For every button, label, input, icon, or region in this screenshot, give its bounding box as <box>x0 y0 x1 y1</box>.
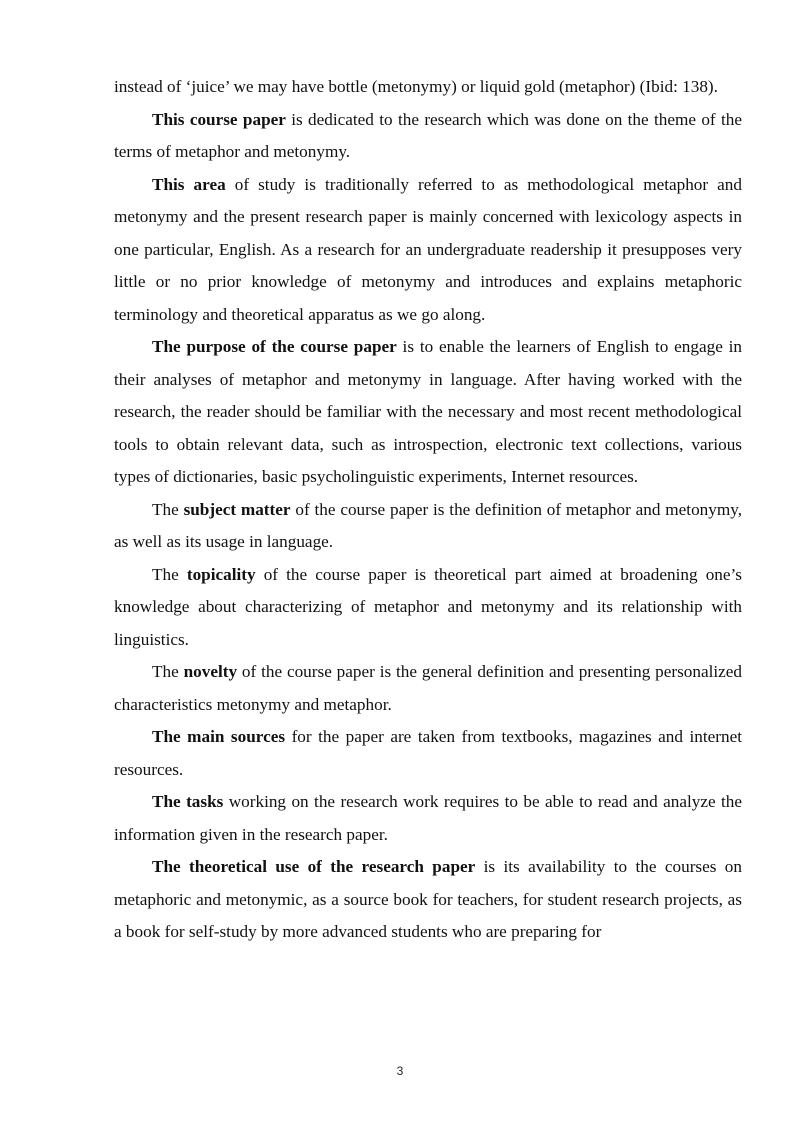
bold-lead: subject matter <box>183 499 291 519</box>
bold-lead: This course paper <box>152 109 286 129</box>
bold-lead: The purpose of the course paper <box>152 337 397 356</box>
paragraph-novelty: The novelty of the course paper is the general definition and presenting personalized characteristics metonymy and metaphor. <box>114 662 742 714</box>
paragraph-purpose: The purpose of the course paper is to enable the learners of English to engage in their analyses of metaphor and metonymy in language. After having worked with the research, the reader should be familiar with the necessary and most recent methodological tools to obtain relevant data, such as introspection, electronic text collections, various types of dictionaries, basic psycholinguistic experiments, Internet resources. <box>114 337 743 486</box>
bold-lead: This area <box>152 174 226 194</box>
bold-lead: topicality <box>186 564 256 584</box>
paragraph-tasks: The tasks working on the research work requires to be able to read and analyze the information given in the research paper. <box>114 792 742 844</box>
page-number: 3 <box>396 1064 404 1078</box>
paragraph-area: This area of study is traditionally referred to as methodological metaphor and metonymy and the present research paper is mainly concerned with lexicology aspects in one particular, English. As a research for an undergraduate readership it presupposes very little or no prior knowledge of metonymy and introduces and explains metaphoric terminology and theoretical apparatus as we go along. <box>114 174 742 324</box>
bold-lead: The tasks <box>152 792 224 811</box>
bold-lead: novelty <box>183 662 238 681</box>
paragraph-theoretical-use: The theoretical use of the research paper is its availability to the courses on metaphoric and metonymic, as a source book for teachers, for student research projects, as a book for self-study by more advanced students who are preparing for <box>114 857 742 941</box>
bold-lead: The theoretical use of the research paper <box>152 857 476 876</box>
document-body <box>114 71 742 949</box>
paragraph-course-paper: This course paper is dedicated to the research which was done on the theme of the terms of metaphor and metonymy. <box>114 109 742 161</box>
bold-lead: The main sources <box>152 727 286 746</box>
paragraph-main-sources: The main sources for the paper are taken from textbooks, magazines and internet resources. <box>114 727 742 779</box>
paragraph-subject-matter: The subject matter of the course paper is the definition of metaphor and metonymy, as well as its usage in language. <box>114 499 742 551</box>
paragraph-continuation: instead of ‘juice’ we may have bottle (metonymy) or liquid gold (metaphor) (Ibid: 138). <box>114 77 718 96</box>
paragraph-topicality: The topicality of the course paper is theoretical part aimed at broadening one’s knowledge about characterizing of metaphor and metonymy and its relationship with linguistics. <box>114 564 742 649</box>
